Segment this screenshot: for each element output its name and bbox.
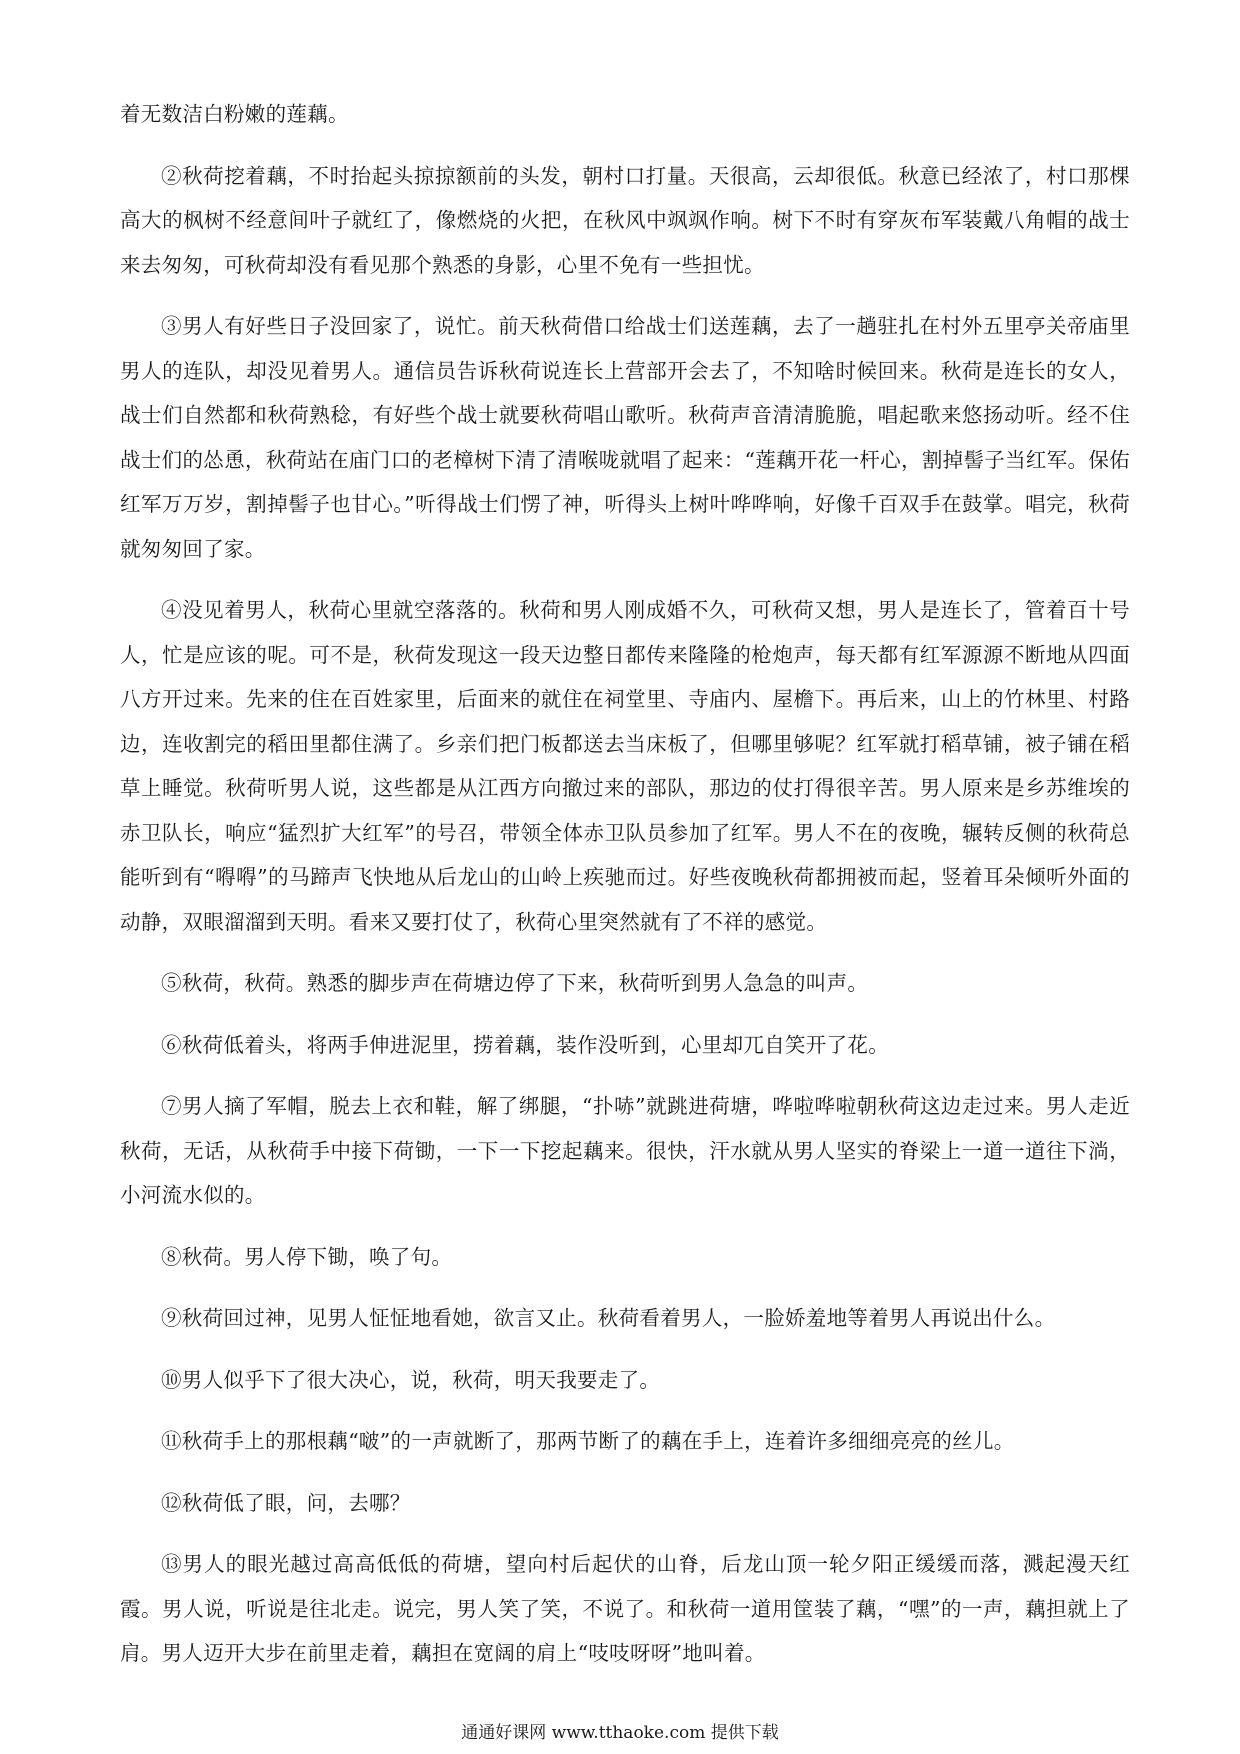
paragraph-10: ⑩男人似乎下了很大决心，说，秋荷，明天我要走了。: [161, 1367, 661, 1392]
paragraph-4: ④没见着男人，秋荷心里就空落落的。秋荷和男人刚成婚不久，可秋荷又想，男人是连长了，管着百十号人，忙是应该的呢。可不是，秋荷发现这一段天边整日都传来隆隆的枪炮声，每天都有红军源源不断地从四面八方开过来。先来的住在百姓家里，后面来的就住在祠堂里、寺庙内、屋檐下。再后来，山上的竹林里、村路边，连收割完的稻田里都住满了。乡亲们把门板都送去当床板了，但哪里够呢？红军就打稻草铺，被子铺在稻草上睡觉。秋荷听男人说，这些都是从江西方向撤过来的部队，那边的仗打得很辛苦。男人原来是乡苏维埃的赤卫队长，响应“猛烈扩大红军”的号召，带领全体赤卫队员参加了红军。男人不在的夜晚，辗转反侧的秋荷总能听到有“嘚嘚”的马蹄声飞快地从后龙山的山岭上疾驰而过。好些夜晚秋荷都拥被而起，竖着耳朵倾听外面的动静，双眼溜溜到天明。看来又要打仗了，秋荷心里突然就有了不祥的感觉。: [120, 598, 1130, 934]
paragraph-2: ②秋荷挖着藕，不时抬起头掠掠额前的头发，朝村口打量。天很高，云却很低。秋意已经浓了，村口那棵高大的枫树不经意间叶子就红了，像燃烧的火把，在秋风中飒飒作响。树下不时有穿灰布军装戴八角帽的战士来去匆匆，可秋荷却没有看见那个熟悉的身影，心里不免有一些担忧。: [120, 163, 1130, 277]
paragraph-11: ⑪秋荷手上的那根藕“啵”的一声就断了，那两节断了的藕在手上，连着许多细细亮亮的丝儿。: [161, 1429, 1015, 1453]
paragraph-12: ⑫秋荷低了眼，问，去哪？: [161, 1490, 411, 1515]
article-body: [120, 92, 1130, 1693]
paragraph-9: ⑨秋荷回过神，见男人怔怔地看她，欲言又止。秋荷看着男人，一脸娇羞地等着男人再说出什么。: [161, 1306, 1056, 1330]
page-footer: 通通好课网 www.tthaoke.com 提供下载: [461, 1723, 779, 1743]
paragraph-continued: 着无数洁白粉嫩的莲藕。: [120, 102, 349, 126]
paragraph-7: ⑦男人摘了军帽，脱去上衣和鞋，解了绑腿，“扑哧”就跳进荷塘，哗啦哗啦朝秋荷这边走过来。男人走近秋荷，无话，从秋荷手中接下荷锄，一下一下挖起藕来。很快，汗水就从男人坚实的脊梁上一道一道往下淌，小河流水似的。: [120, 1094, 1130, 1207]
paragraph-8: ⑧秋荷。男人停下锄，唤了句。: [161, 1244, 453, 1269]
paragraph-5: ⑤秋荷，秋荷。熟悉的脚步声在荷塘边停了下来，秋荷听到男人急急的叫声。: [161, 971, 869, 995]
paragraph-13: ⑬男人的眼光越过高高低低的荷塘，望向村后起伏的山脊，后龙山顶一轮夕阳正缓缓而落，溅起漫天红霞。男人说，听说是往北走。说完，男人笑了笑，不说了。和秋荷一道用筐装了藕，“嘿”的一声，藕担就上了肩。男人迈开大步在前里走着，藕担在宽阔的肩上“吱吱呀呀”地叫着。: [120, 1552, 1130, 1665]
paragraph-6: ⑥秋荷低着头，将两手伸进泥里，捞着藕，装作没听到，心里却兀自笑开了花。: [161, 1032, 889, 1057]
paragraph-3: ③男人有好些日子没回家了，说忙。前天秋荷借口给战士们送莲藕，去了一趟驻扎在村外五里亭关帝庙里男人的连队，却没见着男人。通信员告诉秋荷说连长上营部开会去了，不知啥时候回来。秋荷是连长的女人，战士们自然都和秋荷熟稔，有好些个战士就要秋荷唱山歌听。秋荷声音清清脆脆，唱起歌来悠扬动听。经不住战士们的怂恿，秋荷站在庙门口的老樟树下清了清喉咙就唱了起来：“莲藕开花一杆心，割掉髻子当红军。保佑红军万万岁，割掉髻子也甘心。”听得战士们愣了神，听得头上树叶哗哗响，好像千百双手在鼓掌。唱完，秋荷就匆匆回了家。: [120, 314, 1130, 561]
